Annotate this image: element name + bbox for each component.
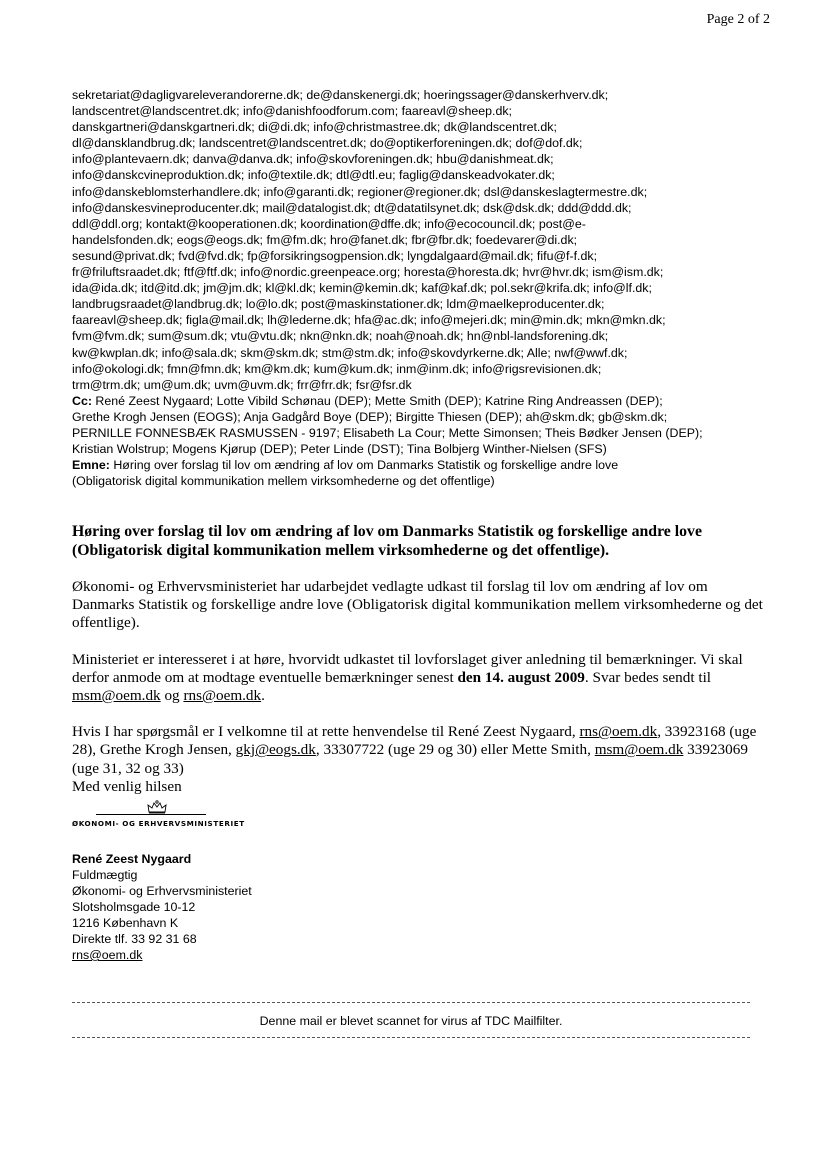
recipient-line: danskgartneri@danskgartneri.dk; di@di.dk; info@christmastree.dk; dk@landscentret.dk; <box>72 120 557 135</box>
deadline: den 14. august 2009 <box>457 668 585 686</box>
cc-text: René Zeest Nygaard; Lotte Vibild Schønau (DEP); Mette Smith (DEP); Katrine Ring Andreassen (DEP); <box>95 393 663 408</box>
recipient-line: info@plantevaern.dk; danva@danva.dk; info@skovforeningen.dk; hbu@danishmeat.dk; <box>72 152 554 167</box>
email-link-rns-2[interactable]: rns@oem.dk <box>579 723 658 741</box>
recipient-line: info@danskesvineproducenter.dk; mail@datalogist.dk; dt@datatilsynet.dk; dsk@dsk.dk; ddd@ddd.dk; <box>72 200 632 215</box>
signature-email[interactable]: rns@oem.dk <box>72 948 143 962</box>
email-link-msm-2[interactable]: msm@oem.dk <box>594 741 684 759</box>
crown-icon <box>146 800 168 814</box>
emne-line-1 <box>72 457 772 473</box>
signature-block <box>72 851 252 963</box>
email-link-msm[interactable]: msm@oem.dk <box>72 687 161 705</box>
para3-text-a: Hvis I har spørgsmål er I velkomne til at rette henvendelse til René Zeest Nygaard, <box>72 723 580 741</box>
cc-line-1 <box>72 393 772 409</box>
cc-line-4: Kristian Wolstrup; Mogens Kjørup (DEP); Peter Linde (DST); Tina Bolbjerg Winther-Nielsen (SFS) <box>72 442 607 457</box>
recipient-line: handelsfonden.dk; eogs@eogs.dk; fm@fm.dk; hro@fanet.dk; fbr@fbr.dk; foedevarer@di.dk; <box>72 232 578 247</box>
para3-text-d: 33923069 (uge 31, 32 og 33) <box>72 741 748 777</box>
para3-text-b: , 33923168 (uge 28), Grethe Krogh Jensen, <box>72 723 757 759</box>
cc-label: Cc: <box>72 393 92 408</box>
ministry-logo <box>72 800 252 834</box>
recipient-line: landscentret@landscentret.dk; info@danishfoodforum.com; faareavl@sheep.dk; <box>72 104 512 119</box>
paragraph-1: Økonomi- og Erhvervsministeriet har udarbejdet vedlagte udkast til forslag til lov om ændring af lov om Danmarks Statistik og forskellige andre love (Obligatorisk digital kommunikation mellem virksomhederne og det offentlige). <box>72 578 763 632</box>
recipient-line: kw@kwplan.dk; info@sala.dk; skm@skm.dk; stm@stm.dk; info@skovdyrkerne.dk; Alle; nwf@wwf.dk; <box>72 345 628 360</box>
cc-line-2: Grethe Krogh Jensen (EOGS); Anja Gadgård Boye (DEP); Birgitte Thiesen (DEP); ah@skm.dk; gb@skm.dk; <box>72 409 668 424</box>
recipient-line: dl@dansklandbrug.dk; landscentret@landscentret.dk; do@optikerforeningen.dk; dof@dof.dk; <box>72 136 583 151</box>
recipient-line: sesund@privat.dk; fvd@fvd.dk; fp@forsikringsogpension.dk; lyngdalgaard@mail.dk; fifu@f-f.dk; <box>72 248 598 263</box>
recipient-line: ida@ida.dk; itd@itd.dk; jm@jm.dk; kl@kl.dk; kemin@kemin.dk; kaf@kaf.dk; pol.sekr@krifa.dk; info@lf.dk; <box>72 281 652 296</box>
emne-label: Emne: <box>72 458 110 473</box>
recipient-line: ddl@ddl.org; kontakt@kooperationen.dk; koordination@dffe.dk; info@ecocouncil.dk; post@e- <box>72 216 586 231</box>
recipient-line: faareavl@sheep.dk; figla@mail.dk; lh@lederne.dk; hfa@ac.dk; info@mejeri.dk; min@min.dk; mkn@mkn.dk; <box>72 313 666 328</box>
para2-text-c: og <box>160 687 184 705</box>
email-header <box>72 87 772 489</box>
signature-city: 1216 København K <box>72 916 179 930</box>
recipient-line: trm@trm.dk; um@um.dk; uvm@uvm.dk; frr@frr.dk; fsr@fsr.dk <box>72 377 412 392</box>
signature-name: René Zeest Nygaard <box>72 852 192 866</box>
recipient-line: info@okologi.dk; fmn@fmn.dk; km@km.dk; kum@kum.dk; inm@inm.dk; info@rigsrevisionen.dk; <box>72 361 602 376</box>
recipient-line: info@danskeblomsterhandlere.dk; info@garanti.dk; regioner@regioner.dk; dsl@danskeslagtermestre.dk; <box>72 184 648 199</box>
recipient-line: sekretariat@dagligvareleverandorerne.dk; de@danskenergi.dk; hoeringssager@danskerhverv.dk; <box>72 88 609 102</box>
footer-notice: Denne mail er blevet scannet for virus af TDC Mailfilter. <box>259 1014 563 1028</box>
logo-text: ØKONOMI- OG ERHVERVSMINISTERIET <box>72 819 245 828</box>
para2-text-d: . <box>261 687 265 705</box>
paragraph-3 <box>72 723 772 778</box>
footer-rule-top <box>72 1002 750 1003</box>
emne-text: Høring over forslag til lov om ændring af lov om Danmarks Statistik og forskellige andre love <box>113 458 619 473</box>
logo-rule <box>96 814 206 815</box>
recipient-line: fr@friluftsraadet.dk; ftf@ftf.dk; info@nordic.greenpeace.org; horesta@horesta.dk; hvr@hvr.dk; ism@ism.dk; <box>72 265 664 280</box>
para2-text: Ministeriet er interesseret i at høre, hvorvidt udkastet til lovforslaget giver anledning til bemærkninger. Vi skal derfor anmode om at modtage eventuelle bemærkninger senest <box>72 650 743 686</box>
email-link-gkj[interactable]: gkj@eogs.dk <box>235 741 316 759</box>
signature-street: Slotsholmsgade 10-12 <box>72 900 196 914</box>
recipient-line: landbrugsraadet@landbrug.dk; lo@lo.dk; post@maskinstationer.dk; ldm@maelkeproducenter.dk; <box>72 297 605 312</box>
para2-text-b: . Svar bedes sendt til <box>584 668 712 686</box>
recipient-line: info@danskсvineproduktion.dk; info@textile.dk; dtl@dtl.eu; faglig@danskeadvokater.dk; <box>72 168 555 183</box>
emne-line-2: (Obligatorisk digital kommunikation mellem virksomhederne og det offentlige) <box>72 474 495 489</box>
paragraph-2 <box>72 651 772 706</box>
signature-org: Økonomi- og Erhvervsministeriet <box>72 884 252 898</box>
recipient-list <box>72 87 772 393</box>
recipient-line: fvm@fvm.dk; sum@sum.dk; vtu@vtu.dk; nkn@nkn.dk; noah@noah.dk; hn@nbl-landsforening.dk; <box>72 329 609 344</box>
para3-text-c: , 33307722 (uge 29 og 30) eller Mette Smith, <box>315 741 595 759</box>
closing: Med venlig hilsen <box>72 777 182 795</box>
subject-heading: Høring over forslag til lov om ændring af lov om Danmarks Statistik og forskellige andre love (Obligatorisk digital kommunikation mellem virksomhederne og det offentlige). <box>72 523 702 559</box>
footer-rule-bottom <box>72 1037 750 1038</box>
signature-title: Fuldmægtig <box>72 868 138 882</box>
signature-phone: Direkte tlf. 33 92 31 68 <box>72 932 197 946</box>
page-number: Page 2 of 2 <box>706 12 770 27</box>
email-link-rns[interactable]: rns@oem.dk <box>183 687 262 705</box>
cc-line-3: PERNILLE FONNESBÆK RASMUSSEN - 9197; Elisabeth La Cour; Mette Simonsen; Theis Bødker Jensen (DEP); <box>72 425 703 440</box>
letter-body <box>72 522 772 796</box>
